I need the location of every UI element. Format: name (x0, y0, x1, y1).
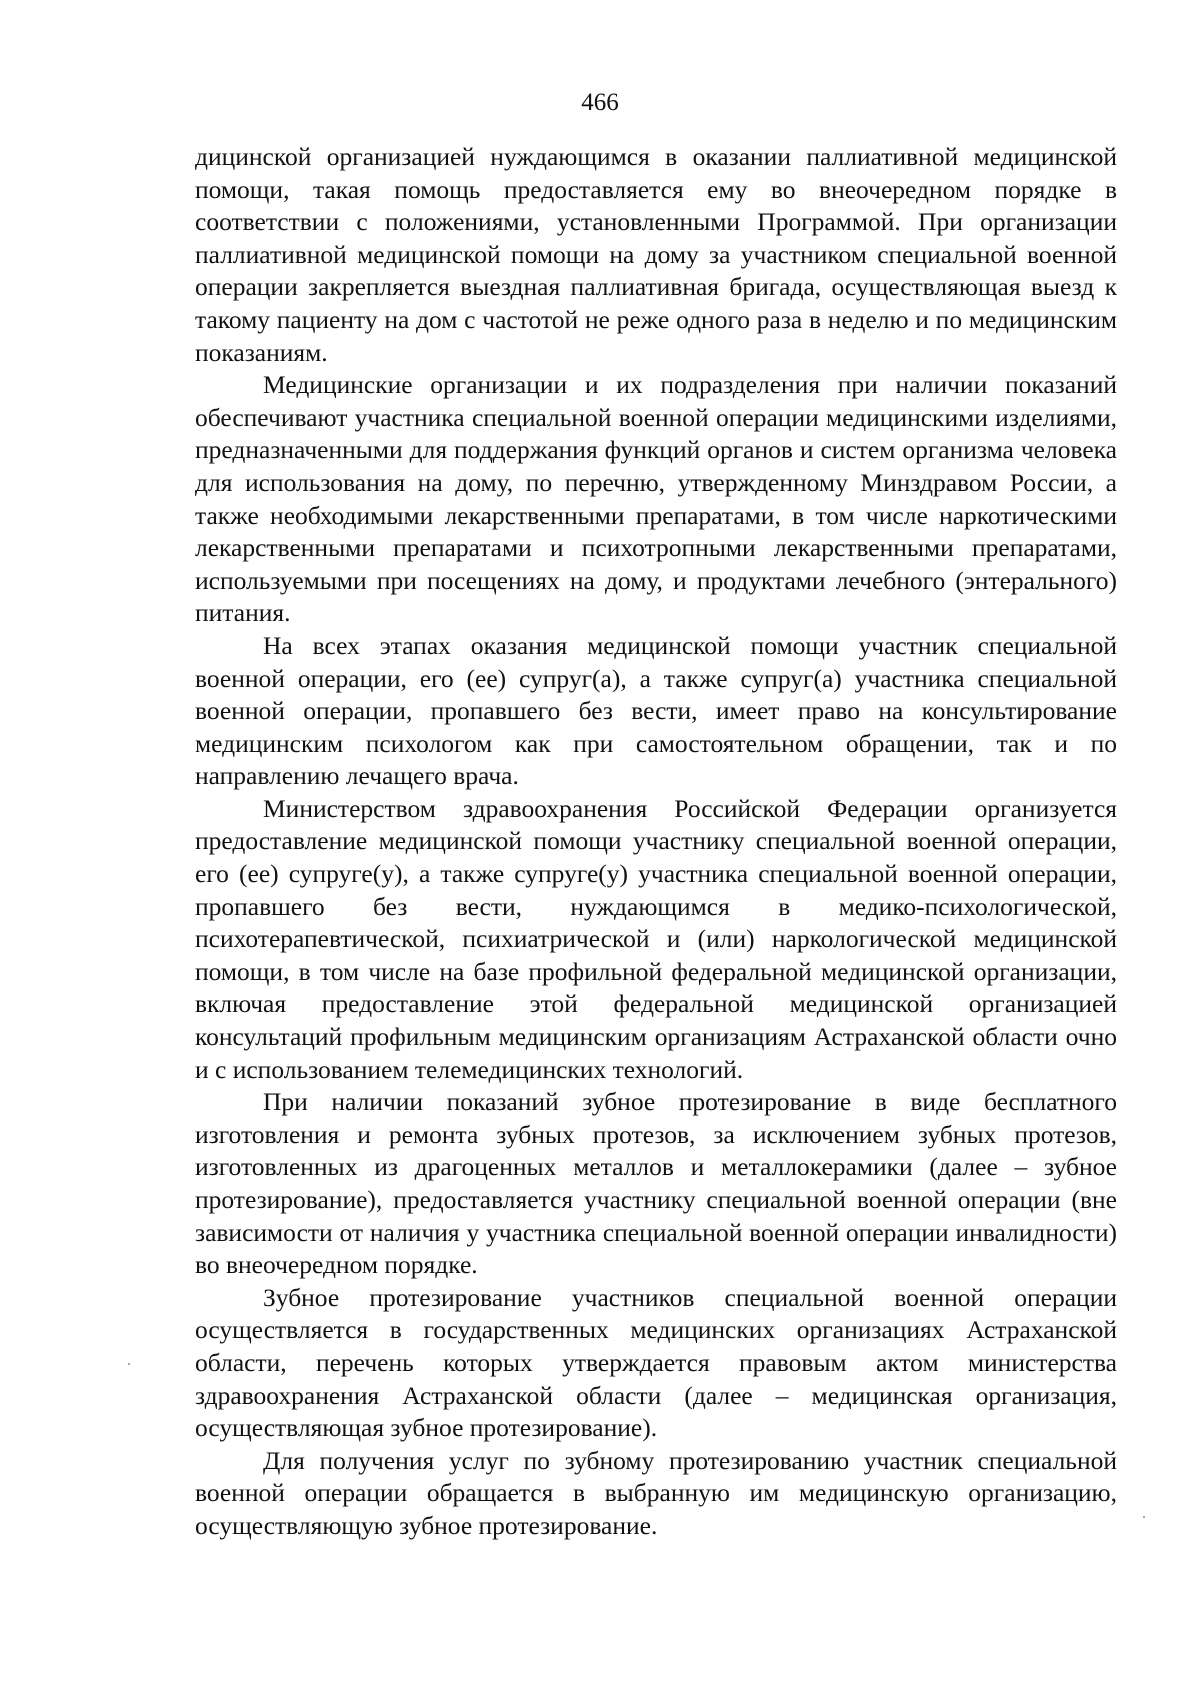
paragraph-psychologist-consultation: На всех этапах оказания медицинской помощи участник специальной военной операции, его (ее) супруг(а), а также супруг(а) участника специальной военной операции, пропавшего без вести, имеет право на консультирование медицинским психологом как при самостоятельном обращении, так и по направлению лечащего врача. (195, 630, 1117, 791)
paragraph-palliative-care-continuation: дицинской организацией нуждающимся в оказании паллиативной медицинской помощи, такая помощь предоставляется ему во внеочередном порядке в соответствии с положениями, установленными Программой. При организации паллиативной медицинской помощи на дому за участником специальной военной операции закрепляется выездная паллиативная бригада, осуществляющая выезд к такому пациенту на дом с частотой не реже одного раза в неделю и по медицинским показаниям. (195, 142, 1117, 367)
paragraph-ministry-psychiatric-care: Министерством здравоохранения Российской Федерации организуется предоставление медицинской помощи участнику специальной военной операции, его (ее) супруге(у), а также супруге(у) участника специальной военной операции, пропавшего без вести, нуждающимся в медико-психологической, психотерапевтической, психиатрической и (или) наркологической медицинской помощи, в том числе на базе профильной федеральной медицинской организации, включая предоставление этой федеральной медицинской организацией консультаций профильным медицинским организациям Астраханской области очно и с использованием телемедицинских технологий. (195, 793, 1117, 1084)
scan-speck (1143, 1516, 1145, 1518)
paragraph-medical-devices: Медицинские организации и их подразделения при наличии показаний обеспечивают участника специальной военной операции медицинскими изделиями, предназначенными для поддержания функций органов и систем организма человека для использования на дому, по перечню, утвержденному Минздравом России, а также необходимыми лекарственными препаратами, в том числе наркотическими лекарственными препаратами и психотропными лекарственными препаратами, используемыми при посещениях на дому, и продуктами лечебного (энтерального) питания. (195, 370, 1117, 628)
paragraph-dental-organizations: Зубное протезирование участников специальной военной операции осуществляется в государственных медицинских организациях Астраханской области, перечень которых утверждается правовым актом министерства здравоохранения Астраханской области (далее – медицинская организация, осуществляющая зубное протезирование). (195, 1282, 1117, 1443)
document-body (195, 141, 1117, 1543)
page-number: 466 (581, 89, 619, 116)
scan-speck (128, 1363, 130, 1365)
paragraph-dental-prosthetics: При наличии показаний зубное протезирование в виде бесплатного изготовления и ремонта зубных протезов, за исключением зубных протезов, изготовленных из драгоценных металлов и металлокерамики (далее – зубное протезирование), предоставляется участнику специальной военной операции (вне зависимости от наличия у участника специальной военной операции инвалидности) во внеочередном порядке. (195, 1087, 1117, 1280)
paragraph-dental-services-request: Для получения услуг по зубному протезированию участник специальной военной операции обращается в выбранную им медицинскую организацию, осуществляющую зубное протезирование. (195, 1445, 1117, 1540)
